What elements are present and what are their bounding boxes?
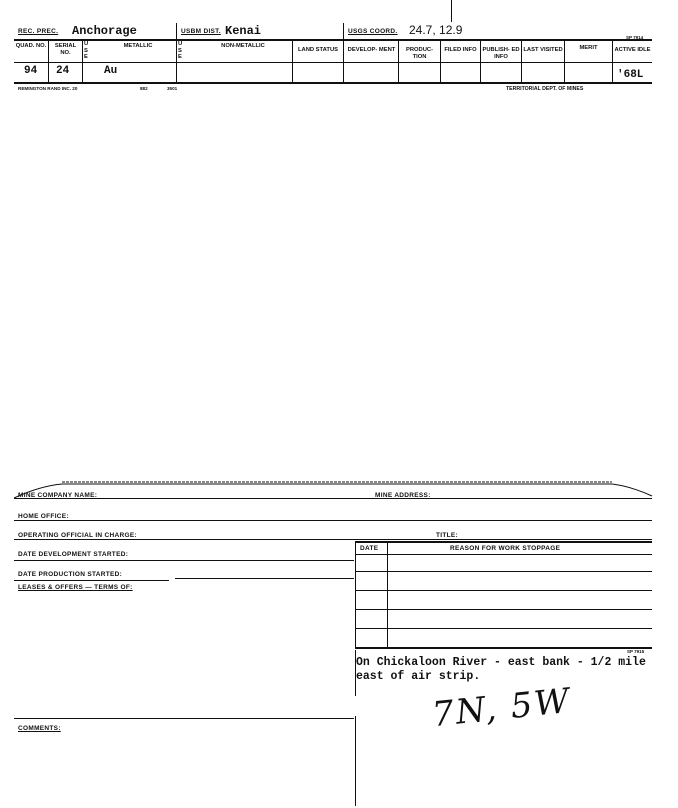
rule [14, 560, 354, 561]
usbm-dist-label: USBM DIST. [181, 28, 221, 35]
top-tick-mark [451, 0, 452, 22]
rule [14, 520, 652, 521]
location-text-line2: east of air strip. [356, 670, 481, 683]
rule [355, 609, 652, 610]
margin-line [355, 716, 356, 806]
header-published-info: PUBLISH- ED INFO [482, 47, 520, 60]
col-divider [343, 40, 344, 82]
header-merit: MERIT [579, 45, 598, 51]
comments-label: COMMENTS: [18, 725, 61, 732]
rule [355, 541, 652, 543]
printer-code-1: 882 [140, 86, 148, 91]
rule [14, 82, 652, 84]
usgs-coord-label: USGS COORD. [348, 28, 398, 35]
header-metallic: METALLIC [123, 43, 153, 49]
header-serial-no: SERIAL NO. [54, 43, 77, 56]
stoppage-reason-header: REASON FOR WORK STOPPAGE [450, 545, 561, 552]
header-land-status: LAND STATUS [297, 47, 339, 53]
location-text-line1: On Chickaloon River - east bank - 1/2 mile [356, 656, 646, 669]
col-divider [176, 40, 177, 82]
row-metallic: Au [104, 65, 118, 77]
date-production-started-label: DATE PRODUCTION STARTED: [18, 571, 123, 578]
header-quad-no: QUAD. NO. [15, 43, 47, 49]
title-label: TITLE: [436, 532, 459, 539]
col-divider [355, 541, 356, 649]
handwritten-township-range: 7N, 5W [430, 680, 574, 736]
header-production: PRODUC- TION [405, 47, 434, 60]
leases-label: LEASES & OFFERS — TERMS OF: [18, 584, 133, 591]
title-divider [343, 23, 344, 40]
rule [355, 628, 652, 629]
rule [14, 39, 652, 41]
rule [14, 539, 652, 540]
header-non-metallic: NON-METALLIC [221, 43, 265, 49]
department-label: TERRITORIAL DEPT. OF MINES [506, 86, 584, 92]
title-divider [176, 23, 177, 40]
printer-code-2: 3501 [167, 86, 178, 91]
top-form-code: SP 7914 [626, 35, 644, 40]
usgs-coord-value: 24.7, 12.9 [409, 23, 463, 37]
mine-company-name-label: MINE COMPANY NAME: [18, 492, 98, 499]
rule [175, 578, 354, 579]
rule [355, 554, 652, 555]
col-divider [82, 40, 83, 82]
header-filed-info: FILED INFO [444, 47, 477, 53]
header-use: U S E [84, 41, 89, 60]
card-edge [0, 478, 678, 500]
header-last-visited: LAST VISITED [523, 47, 563, 53]
col-divider [292, 40, 293, 82]
rule [14, 62, 652, 63]
rule [355, 571, 652, 572]
date-development-started-label: DATE DEVELOPMENT STARTED: [18, 551, 129, 558]
header-active-idle: ACTIVE IDLE [614, 47, 651, 53]
row-serial-no: 24 [56, 65, 70, 77]
stoppage-date-header: DATE [360, 545, 379, 552]
rule [14, 718, 354, 719]
row-quad-no: 94 [24, 65, 38, 77]
rule [14, 580, 169, 581]
printer-line: REMINGTON RAND INC. 20 [18, 86, 78, 91]
operating-official-label: OPERATING OFFICIAL IN CHARGE: [18, 532, 137, 539]
row-active-idle: '68L [617, 69, 644, 81]
header-use-2: U S E [178, 41, 183, 60]
home-office-label: HOME OFFICE: [18, 513, 69, 520]
rec-prec-value: Anchorage [72, 24, 137, 38]
col-divider [387, 541, 388, 649]
bottom-form-code: SP 7915 [627, 649, 645, 654]
rule [355, 647, 652, 649]
mine-address-label: MINE ADDRESS: [375, 492, 431, 499]
usbm-dist-value: Kenai [225, 24, 262, 38]
header-development: DEVELOP- MENT [347, 47, 396, 53]
rec-prec-label: REC. PREC. [18, 28, 59, 35]
rule [14, 498, 652, 499]
rule [355, 590, 652, 591]
